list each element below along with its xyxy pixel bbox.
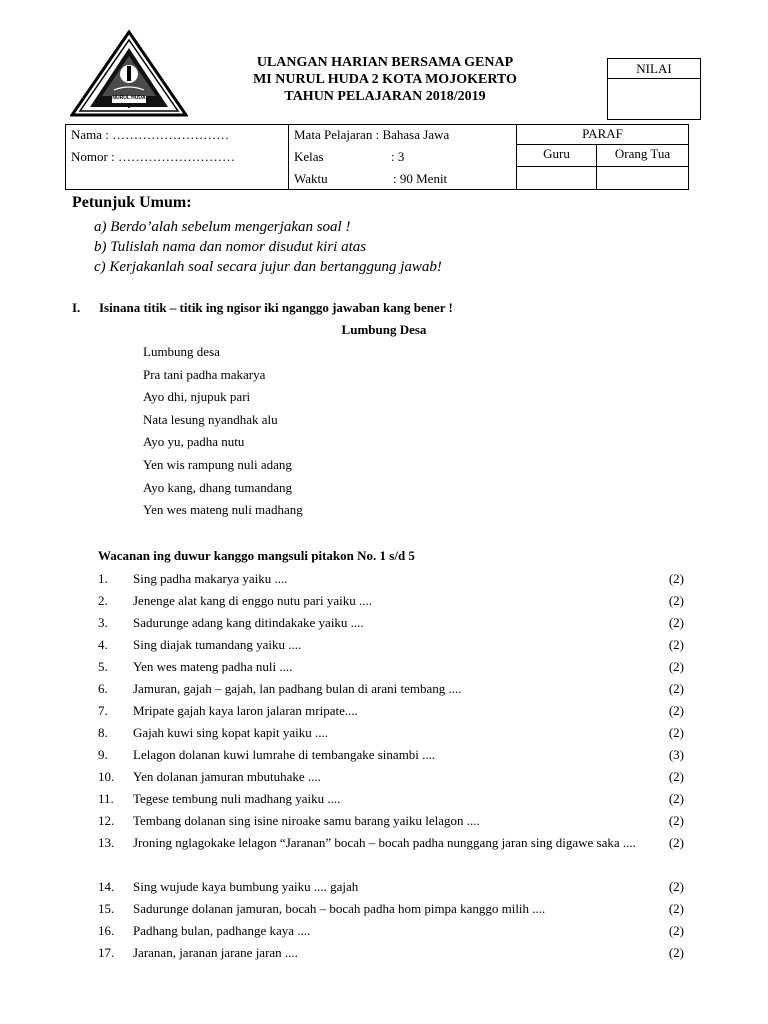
question-number: 9. xyxy=(98,747,108,762)
guru-signature-cell xyxy=(517,166,597,189)
question-score: (2) xyxy=(668,615,684,630)
header-title-line1: ULANGAN HARIAN BERSAMA GENAP xyxy=(256,55,514,70)
question-score: (2) xyxy=(668,571,684,586)
question-number: 5. xyxy=(98,659,108,674)
question-text: Tembang dolanan sing isine niroake samu barang yaiku lelagon .... xyxy=(133,813,480,828)
question-score: (2) xyxy=(668,791,684,806)
question-item xyxy=(98,942,684,964)
question-score: (2) xyxy=(668,835,684,850)
question-text: Padhang bulan, padhange kaya .... xyxy=(133,923,311,938)
guru-label: Guru xyxy=(517,145,597,166)
poem-line: Yen wes mateng nuli madhang xyxy=(143,502,303,517)
mapel-label: Mata Pelajaran xyxy=(294,127,373,142)
header-title-line3: TAHUN PELAJARAN 2018/2019 xyxy=(284,89,486,104)
question-text: Jamuran, gajah – gajah, lan padhang bulan di arani tembang .... xyxy=(133,681,462,696)
question-item xyxy=(98,766,684,788)
question-number: 8. xyxy=(98,725,108,740)
question-score: (2) xyxy=(668,923,684,938)
question-number: 15. xyxy=(98,901,115,916)
question-number: 13. xyxy=(98,835,115,850)
question-score: (3) xyxy=(668,747,684,762)
logo-text: NURUL HUDA 2 xyxy=(112,95,146,110)
question-item xyxy=(98,920,684,942)
question-text: Yen wes mateng padha nuli .... xyxy=(133,659,293,674)
question-item xyxy=(98,656,684,678)
question-text: Sing padha makarya yaiku .... xyxy=(133,571,288,586)
nomor-field: Nomor : ……………………… xyxy=(71,149,235,164)
question-number: 16. xyxy=(98,923,115,938)
question-item xyxy=(98,788,684,810)
question-text: Sadurunge dolanan jamuran, bocah – bocah padha hom pimpa kanggo milih .... xyxy=(133,901,546,916)
student-identity-cell xyxy=(66,125,289,190)
question-text: Jenenge alat kang di enggo nutu pari yaiku .... xyxy=(133,593,372,608)
poem-line: Ayo dhi, njupuk pari xyxy=(143,389,251,404)
question-score: (2) xyxy=(668,879,684,894)
question-item xyxy=(98,612,684,634)
question-item xyxy=(98,568,684,590)
question-score: (2) xyxy=(668,659,684,674)
kelas-label: Kelas xyxy=(294,149,324,164)
school-logo xyxy=(70,30,188,118)
question-text: Jroning nglagokake lelagon “Jaranan” bocah – bocah padha nunggang jaran sing digawe saka .... xyxy=(133,835,636,850)
question-score: (2) xyxy=(668,945,684,960)
question-item xyxy=(98,678,684,700)
section-number: I. xyxy=(72,300,81,315)
question-number: 2. xyxy=(98,593,108,608)
question-text: Sing wujude kaya bumbung yaiku .... gajah xyxy=(133,879,359,894)
question-item xyxy=(98,810,684,832)
section-instruction-text: Isinana titik – titik ing ngisor iki nganggo jawaban kang bener ! xyxy=(99,300,453,315)
question-number: 7. xyxy=(98,703,108,718)
question-item xyxy=(98,876,684,898)
question-text: Jaranan, jaranan jarane jaran .... xyxy=(133,945,298,960)
question-text: Sadurunge adang kang ditindakake yaiku .... xyxy=(133,615,364,630)
question-score: (2) xyxy=(668,813,684,828)
question-number: 6. xyxy=(98,681,108,696)
question-text: Yen dolanan jamuran mbutuhake .... xyxy=(133,769,321,784)
question-text: Mripate gajah kaya laron jalaran mripate.... xyxy=(133,703,358,718)
question-score: (2) xyxy=(668,637,684,652)
orang-tua-label: Orang Tua xyxy=(597,145,689,166)
question-number: 14. xyxy=(98,879,115,894)
wacanan-instruction: Wacanan ing duwur kanggo mangsuli pitakon No. 1 s/d 5 xyxy=(98,548,415,563)
poem-line: Lumbung desa xyxy=(143,344,220,359)
header-title-line2: MI NURUL HUDA 2 KOTA MOJOKERTO xyxy=(253,72,517,87)
question-number: 11. xyxy=(98,791,114,806)
question-text: Gajah kuwi sing kopat kapit yaiku .... xyxy=(133,725,328,740)
question-score: (2) xyxy=(668,681,684,696)
question-number: 1. xyxy=(98,571,108,586)
question-text: Tegese tembung nuli madhang yaiku .... xyxy=(133,791,341,806)
nama-field: Nama : ……………………… xyxy=(71,127,230,142)
question-score: (2) xyxy=(668,703,684,718)
paraf-header: PARAF xyxy=(517,125,689,145)
question-item xyxy=(98,744,684,766)
question-number: 4. xyxy=(98,637,108,652)
question-number: 10. xyxy=(98,769,115,784)
petunjuk-item: c) Kerjakanlah soal secara jujur dan bertanggung jawab! xyxy=(94,259,442,275)
question-score: (2) xyxy=(668,725,684,740)
mapel-value: : Bahasa Jawa xyxy=(375,127,450,142)
nilai-label: NILAI xyxy=(608,59,700,79)
question-number: 12. xyxy=(98,813,115,828)
petunjuk-item: b) Tulislah nama dan nomor disudut kiri atas xyxy=(94,239,367,255)
question-score: (2) xyxy=(668,769,684,784)
section-instruction xyxy=(72,300,453,316)
question-item xyxy=(98,832,684,876)
question-text: Lelagon dolanan kuwi lumrahe di tembangake sinambi .... xyxy=(133,747,436,762)
question-score: (2) xyxy=(668,901,684,916)
poem-line: Ayo yu, padha nutu xyxy=(143,434,245,449)
question-text: Sing diajak tumandang yaiku .... xyxy=(133,637,302,652)
petunjuk-item: a) Berdo’alah sebelum mengerjakan soal ! xyxy=(94,219,351,235)
question-item xyxy=(98,700,684,722)
poem-line: Pra tani padha makarya xyxy=(143,367,266,382)
poem-line: Ayo kang, dhang tumandang xyxy=(143,480,292,495)
waktu-label: Waktu xyxy=(294,171,328,186)
poem-line: Yen wis rampung nuli adang xyxy=(143,457,292,472)
petunjuk-title: Petunjuk Umum: xyxy=(72,194,192,211)
question-score: (2) xyxy=(668,593,684,608)
question-item xyxy=(98,898,684,920)
question-number: 17. xyxy=(98,945,115,960)
question-number: 3. xyxy=(98,615,108,630)
question-item xyxy=(98,634,684,656)
subject-info-cell xyxy=(289,125,517,190)
kelas-value: : 3 xyxy=(391,149,405,164)
question-item xyxy=(98,590,684,612)
nilai-box xyxy=(607,58,701,120)
student-info-table xyxy=(65,124,689,190)
poem-line: Nata lesung nyandhak alu xyxy=(143,412,278,427)
waktu-value: : 90 Menit xyxy=(393,171,448,186)
question-item xyxy=(98,722,684,744)
orang-tua-signature-cell xyxy=(597,166,689,189)
poem-title: Lumbung Desa xyxy=(341,322,427,337)
